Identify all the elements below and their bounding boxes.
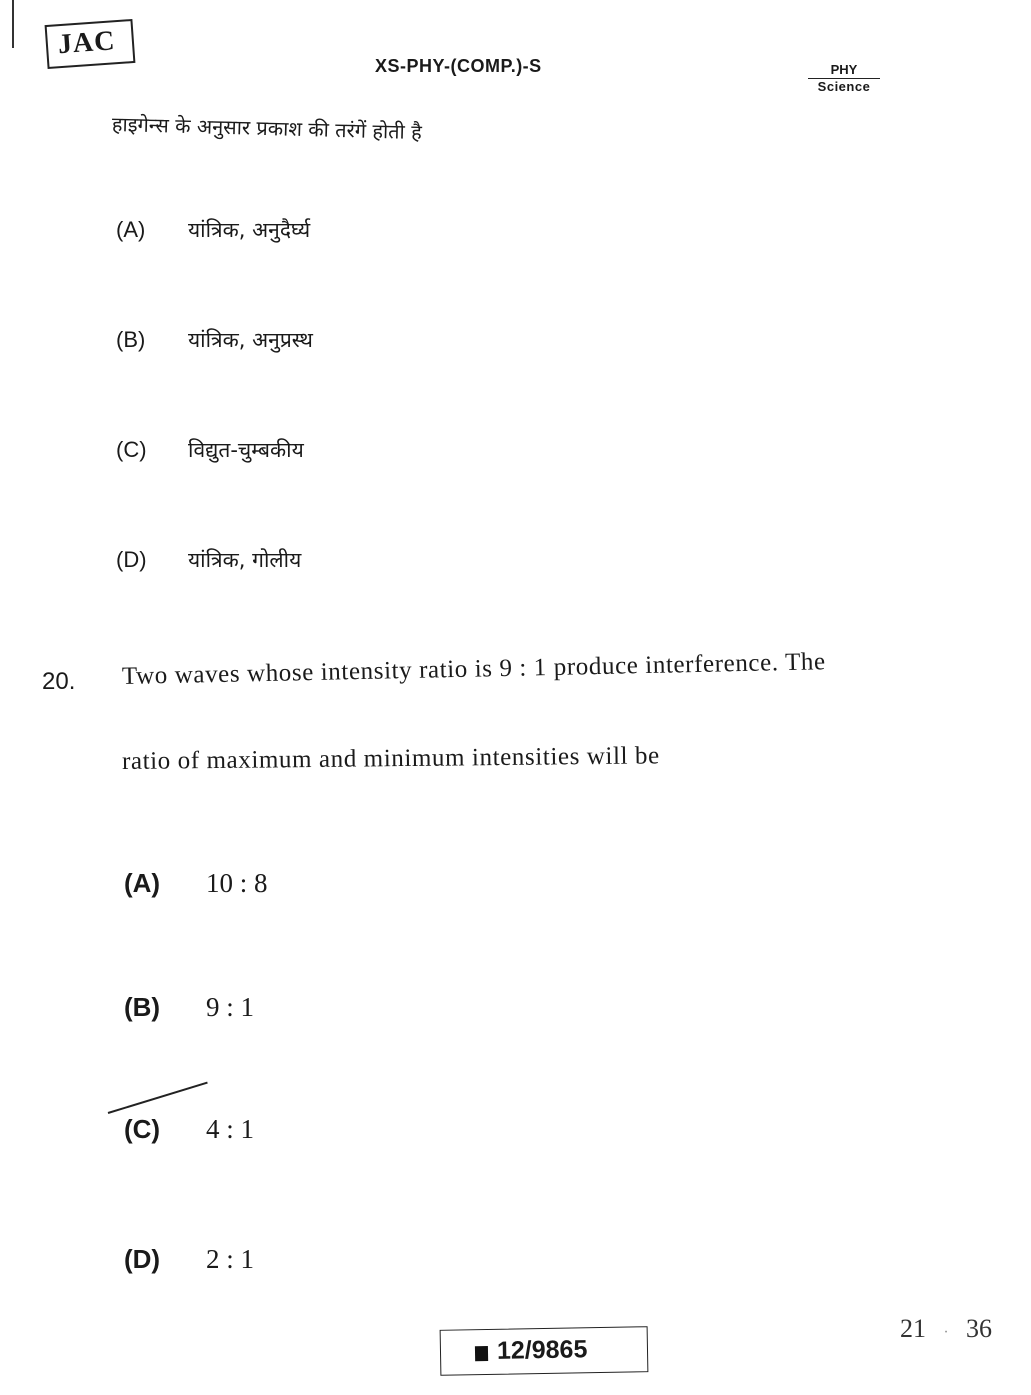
option-text: विद्युत-चुम्बकीय: [188, 438, 304, 462]
q19-option-a: [116, 216, 310, 244]
question-20-line-2: ratio of maximum and minimum intensities will be: [121, 742, 660, 775]
subject-block: [808, 62, 880, 94]
question-20-line-1: Two waves whose intensity ratio is 9 : 1 produce interference. The: [121, 648, 826, 690]
paper-code: XS-PHY-(COMP.)-S: [375, 56, 542, 76]
option-text: यांत्रिक, अनुप्रस्थ: [188, 328, 313, 352]
option-text: 2 : 1: [206, 1244, 255, 1274]
page-separator: ·: [943, 1324, 949, 1341]
q20-option-d: [124, 1244, 254, 1275]
q20-option-a: [124, 868, 268, 899]
option-letter: (A): [116, 217, 146, 242]
page-current: 21: [900, 1314, 926, 1343]
subject-name: Science: [817, 79, 871, 94]
question-19-stem-hindi: हाइगेन्स के अनुसार प्रकाश की तरंगें होती है: [111, 112, 423, 145]
q20-option-b: [124, 992, 254, 1023]
question-20-number: 20.: [42, 668, 76, 695]
option-letter: (B): [116, 327, 146, 352]
option-letter: (C): [124, 1114, 161, 1144]
serial-number: 12/9865: [496, 1335, 588, 1365]
option-text: 4 : 1: [206, 1114, 255, 1144]
option-letter: (B): [124, 992, 161, 1022]
q19-option-d: [116, 546, 301, 574]
option-text: 10 : 8: [206, 868, 268, 898]
option-letter: (C): [116, 437, 147, 462]
q19-option-b: [116, 326, 313, 354]
option-text: 9 : 1: [206, 992, 255, 1022]
margin-rule: [12, 0, 14, 48]
option-letter: (A): [124, 868, 161, 898]
option-text: यांत्रिक, अनुदैर्घ्य: [188, 218, 311, 242]
board-stamp: [45, 19, 136, 69]
option-letter: (D): [124, 1244, 161, 1274]
option-letter: (D): [116, 547, 147, 572]
subject-code: PHY: [808, 62, 880, 79]
handwritten-strike-mark: [108, 1082, 208, 1114]
q20-option-c: [124, 1114, 254, 1145]
page-counter: [900, 1314, 992, 1344]
option-text: यांत्रिक, गोलीय: [188, 548, 302, 572]
q19-option-c: [116, 436, 304, 464]
page-total: 36: [966, 1314, 992, 1343]
serial-box: [440, 1326, 649, 1376]
square-bullet-icon: [475, 1346, 488, 1361]
board-label: JAC: [56, 25, 117, 61]
